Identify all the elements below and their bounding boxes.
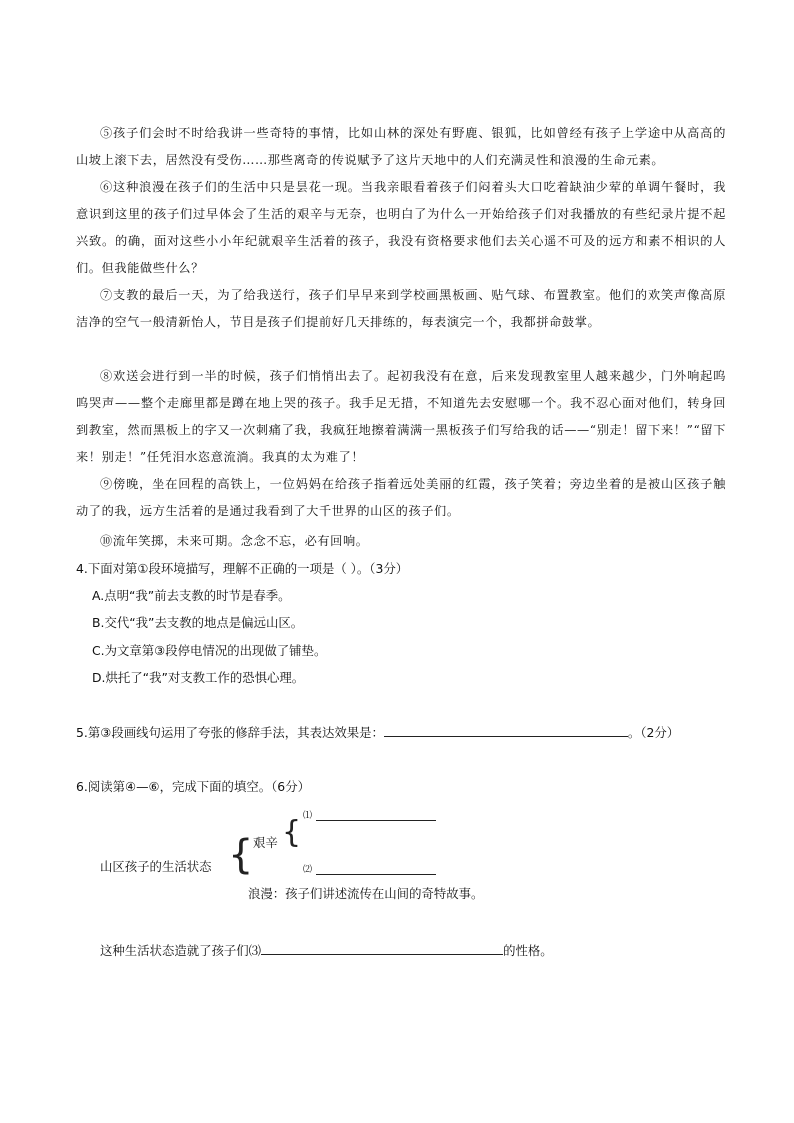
question-5-stem: 5.第③段画线句运用了夸张的修辞手法，其表达效果是：	[76, 725, 384, 740]
paragraph-5: ⑤孩子们会时不时给我讲一些奇特的事情，比如山林的深处有野鹿、银狐，比如曾经有孩子上学途中从高高的山坡上滚下去，居然没有受伤……那些离奇的传说赋予了这片天地中的人们充满灵性和浪漫的生命元素。	[76, 126, 726, 167]
hardship-brace-icon: {	[282, 815, 302, 850]
blank-3-line[interactable]	[261, 942, 503, 955]
paragraph-7: ⑦支教的最后一天，为了给我送行，孩子们早早来到学校画黑板画、贴气球、布置教室。他们的欢笑声像高原洁净的空气一般清新怡人，节目是孩子们提前好几天排练的，每表演完一个，我都拼命鼓掌。	[76, 288, 726, 329]
question-4-stem: 4.下面对第①段环境描写，理解不正确的一项是（ ）。（3分）	[76, 561, 409, 576]
diagram-branch-hardship: 艰辛	[253, 835, 278, 850]
paragraph-9: ⑨傍晚，坐在回程的高铁上，一位妈妈在给孩子指着远处美丽的红霞，孩子笑着；旁边坐着的是被山区孩子触动了的我，远方生活着的是通过我看到了大千世界的山区的孩子们。	[76, 477, 726, 518]
question-4-option-c[interactable]: C.为文章第③段停电情况的出现做了铺垫。	[92, 643, 327, 658]
conclusion-suffix: 的性格。	[503, 943, 553, 958]
paragraph-8: ⑧欢送会进行到一半的时候，孩子们悄悄出去了。起初我没有在意，后来发现教室里人越来越少，门外响起呜呜哭声——整个走廊里都是蹲在地上哭的孩子。我手足无措，不知道先去安慰哪一个。我不忍心面对他们，转身回到教室，然而黑板上的字又一次刺痛了我，我疯狂地擦着满满一黑板孩子们写给我的话——“别走！留下来！”“留下来！别走！”任凭泪水恣意流淌。我真的太为难了！	[76, 369, 726, 464]
blank-2-line[interactable]	[316, 862, 436, 875]
question-6-stem: 6.阅读第④—⑥，完成下面的填空。（6分）	[76, 779, 310, 794]
question-4-option-d[interactable]: D.烘托了“我”对支教工作的恐惧心理。	[92, 670, 305, 685]
conclusion-prefix: 这种生活状态造就了孩子们⑶	[100, 943, 262, 958]
question-5-answer-blank[interactable]	[384, 724, 628, 737]
paragraph-10: ⑩流年笑掷，未来可期。念念不忘，必有回响。	[100, 534, 369, 548]
question-5-suffix: 。（2分）	[627, 725, 680, 740]
blank-1-marker: ⑴	[303, 811, 313, 821]
question-6-conclusion	[100, 942, 553, 960]
root-brace-icon: {	[228, 832, 254, 878]
question-5	[76, 724, 679, 742]
diagram-root-label: 山区孩子的生活状态	[100, 859, 212, 874]
blank-1-line[interactable]	[316, 808, 436, 821]
question-4-option-a[interactable]: A.点明“我”前去支教的时节是春季。	[92, 588, 291, 603]
paragraph-6: ⑥这种浪漫在孩子们的生活中只是昙花一现。当我亲眼看着孩子们闷着头大口吃着缺油少荤的单调午餐时，我意识到这里的孩子们过早体会了生活的艰辛与无奈，也明白了为什么一开始给孩子们对我播放的有些纪录片提不起兴致。的确，面对这些小小年纪就艰辛生活着的孩子，我没有资格要求他们去关心遥不可及的远方和素不相识的人们。但我能做些什么？	[76, 180, 726, 275]
diagram-branch-romance: 浪漫：孩子们讲述流传在山间的奇特故事。	[248, 886, 484, 901]
blank-2-marker: ⑵	[303, 865, 313, 875]
question-4-option-b[interactable]: B.交代“我”去支教的地点是偏远山区。	[92, 615, 304, 630]
